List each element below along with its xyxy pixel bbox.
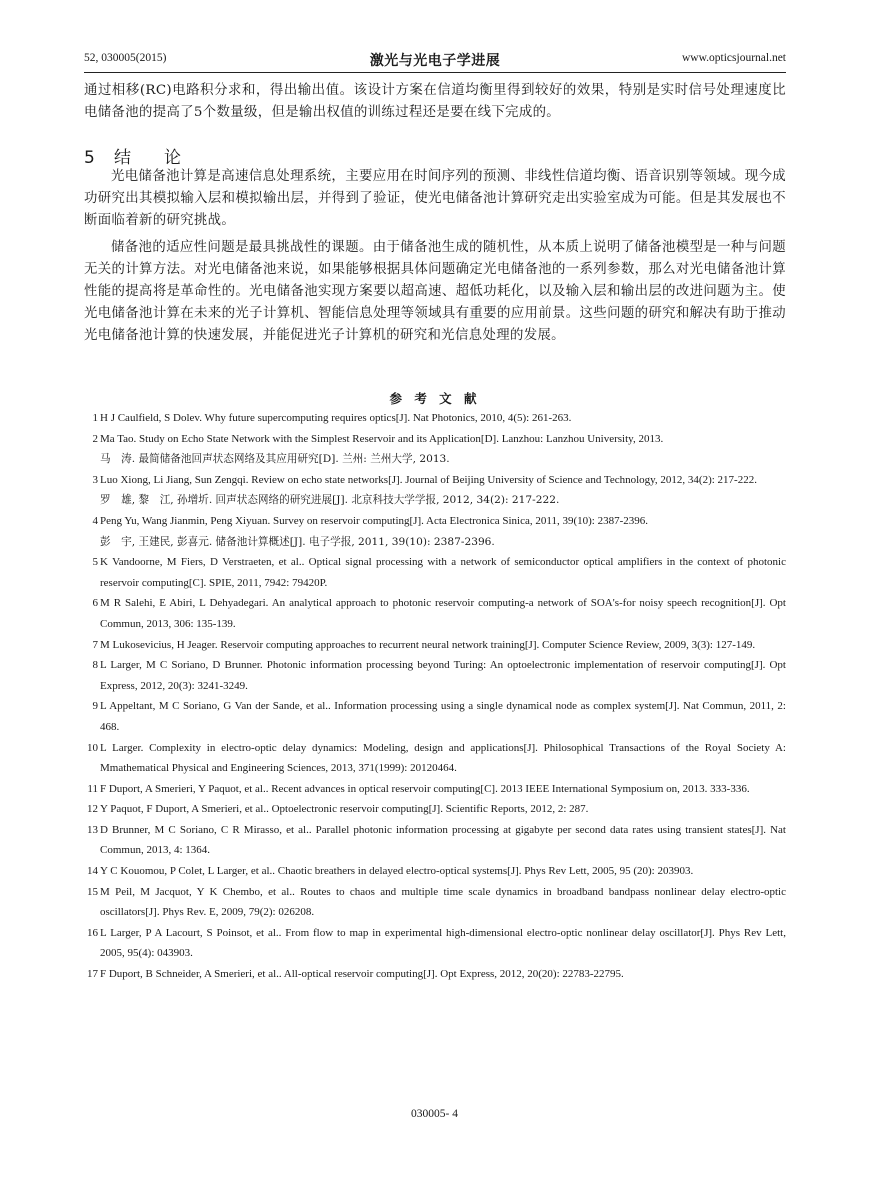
section-title-char-1: 结 [114, 148, 131, 168]
reference-text: F Duport, B Schneider, A Smerieri, et al.. All-optical reservoir computing[J]. Opt Express, 2012, 20(20): 22783-22795. [100, 968, 624, 981]
reference-item [84, 655, 786, 696]
reference-number: 12 [87, 803, 98, 816]
reference-number: 15 [87, 885, 98, 898]
reference-number: 5 [92, 556, 98, 569]
reference-text: K Vandoorne, M Fiers, D Verstraeten, et al.. Optical signal processing with a network of semiconductor optical amplifiers in the context of photonic reservoir computing[C]. SPIE, 2011, 7942: 79420P. [100, 556, 786, 589]
reference-text: Y Paquot, F Duport, A Smerieri, et al.. Optoelectronic reservoir computing[J]. Scientific Reports, 2012, 2: 287. [100, 803, 589, 816]
reference-text: H J Caulfield, S Dolev. Why future supercomputing requires optics[J]. Nat Photonics, 2010, 4(5): 261-263. [100, 412, 572, 424]
reference-item [84, 820, 786, 861]
reference-number: 4 [92, 514, 98, 527]
reference-item [84, 799, 786, 820]
reference-item [84, 429, 786, 470]
journal-title: 激光与光电子学进展 [369, 53, 501, 69]
reference-text: Peng Yu, Wang Jianmin, Peng Xiyuan. Survey on reservoir computing[J]. Acta Electronica Sinica, 2011, 39(10): 2387-2396. [100, 514, 648, 527]
reference-number: 14 [87, 865, 98, 878]
reference-item [84, 923, 786, 964]
section-title-char-2: 论 [164, 148, 181, 168]
reference-text: L Larger, M C Soriano, D Brunner. Photonic information processing beyond Turing: An optoelectronic implementation of reservoir computing[J]. Opt Express, 2012, 20(3): 3241-3249. [100, 659, 786, 692]
reference-number: 1 [92, 412, 98, 424]
section-heading [84, 143, 181, 168]
reference-number: 7 [92, 638, 98, 651]
page-header [84, 50, 786, 72]
reference-text: L Larger. Complexity in electro-optic delay dynamics: Modeling, design and applications[J]. Philosophical Transactions of the Royal Society A: Mmathematical Physical and Engineering Sciences, 2013, 371(1999): 20120464. [100, 741, 786, 775]
reference-item [84, 738, 786, 779]
reference-text: M R Salehi, E Abiri, L Dehyadegari. An analytical approach to photonic reservoir computing-a network of SOA's-for noisy speech recognition[J]. Opt Commun, 2013, 306: 135-139. [100, 597, 786, 630]
reference-item [84, 552, 786, 593]
reference-number: 16 [87, 926, 98, 939]
conclusion-paragraph-2: 储备池的适应性问题是最具挑战性的课题。由于储备池生成的随机性，从本质上说明了储备池模型是一种与问题无关的计算方法。对光电储备池来说，如果能够根据具体问题确定光电储备池的一系列参数，那么对光电储备池计算性能的提高将是革命性的。光电储备池实现方案要以超高速、超低功耗化，以及输入层和输出层的改进问题为主。使光电储备池计算在未来的光子计算机、智能信息处理等领域具有重要的应用前景。这些问题的研究和解决有助于推动光电储备池计算的快速发展，并能促进光子计算机的研究和光信息处理的发展。 [84, 240, 786, 343]
reference-number: 10 [87, 741, 98, 754]
reference-item [84, 635, 786, 656]
reference-number: 3 [92, 473, 98, 486]
reference-number: 2 [92, 432, 98, 445]
reference-text: Ma Tao. Study on Echo State Network with the Simplest Reservoir and its Application[D]. Lanzhou: Lanzhou University, 2013. [100, 432, 664, 445]
reference-text: Y C Kouomou, P Colet, L Larger, et al.. Chaotic breathers in delayed electro-optical systems[J]. Phys Rev Lett, 2005, 95 (20): 203903. [100, 865, 694, 878]
reference-list [84, 408, 786, 985]
header-citation: 52, 030005(2015) [84, 52, 167, 64]
reference-text: D Brunner, M C Soriano, C R Mirasso, et al.. Parallel photonic information processing at gigabyte per second data rates using transient states[J]. Nat Commun, 2013, 4: 1364. [100, 823, 786, 857]
reference-item [84, 408, 786, 429]
reference-item [84, 779, 786, 800]
reference-text-chinese: 罗 雄, 黎 江, 孙增圻. 回声状态网络的研究进展[J]. 北京科技大学学报, 2012, 34(2): 217-222. [100, 494, 560, 507]
reference-number: 13 [87, 823, 98, 836]
reference-number: 9 [92, 700, 98, 713]
reference-text-chinese: 彭 宇, 王建民, 彭喜元. 储备池计算概述[J]. 电子学报, 2011, 39(10): 2387-2396. [100, 535, 495, 548]
reference-text: M Lukosevicius, H Jeager. Reservoir computing approaches to recurrent neural network training[J]. Computer Science Review, 2009, 3(3): 127-149. [100, 638, 756, 651]
reference-text: F Duport, A Smerieri, Y Paquot, et al.. Recent advances in optical reservoir computing[C]. 2013 IEEE International Symposium on, 2013. 333-336. [100, 782, 750, 795]
reference-text: M Peil, M Jacquot, Y K Chembo, et al.. Routes to chaos and multiple time scale dynamics in broadband bandpass nonlinear delay electro-optic oscillators[J]. Phys Rev. E, 2009, 79(2): 026208. [100, 885, 786, 919]
section-number: 5 [84, 148, 95, 168]
page-number: 030005- 4 [411, 1108, 458, 1120]
reference-text: Luo Xiong, Li Jiang, Sun Zengqi. Review on echo state networks[J]. Journal of Beijing University of Science and Technology, 2012, 34(2): 217-222. [100, 473, 757, 486]
reference-text: L Appeltant, M C Soriano, G Van der Sande, et al.. Information processing using a single dynamical node as complex system[J]. Nat Commun, 2011, 2: 468. [100, 700, 786, 733]
reference-text: L Larger, P A Lacourt, S Poinsot, et al.. From flow to map in experimental high-dimensional electro-optic nonlinear delay oscillator[J]. Phys Rev Lett, 2005, 95(4): 043903. [100, 926, 786, 960]
references-heading: 参 考 文 献 [389, 391, 481, 406]
reference-item [84, 882, 786, 923]
reference-item [84, 593, 786, 634]
journal-website: www.opticsjournal.net [681, 52, 786, 64]
intro-paragraph: 通过相移(RC)电路积分求和，得出输出值。该设计方案在信道均衡里得到较好的效果，特别是实时信号处理速度比电储备池的提高了5个数量级，但是输出权值的训练过程还是要在线下完成的。 [84, 83, 786, 120]
reference-text-chinese: 马 涛. 最简储备池回声状态网络及其应用研究[D]. 兰州: 兰州大学, 2013. [100, 453, 450, 466]
conclusion-paragraph-1: 光电储备池计算是高速信息处理系统，主要应用在时间序列的预测、非线性信道均衡、语音识别等领域。现今成功研究出其模拟输入层和模拟输出层，并得到了验证，使光电储备池计算研究走出实验室成为可能。但是其发展也不断面临着新的研究挑战。 [84, 169, 786, 228]
reference-item [84, 696, 786, 737]
reference-item [84, 511, 786, 552]
reference-number: 6 [92, 597, 98, 610]
reference-item [84, 964, 786, 985]
header-rule [84, 72, 786, 73]
reference-number: 17 [87, 968, 98, 981]
reference-item [84, 861, 786, 882]
reference-item [84, 470, 786, 511]
reference-number: 8 [92, 659, 98, 672]
reference-number: 11 [87, 782, 98, 795]
